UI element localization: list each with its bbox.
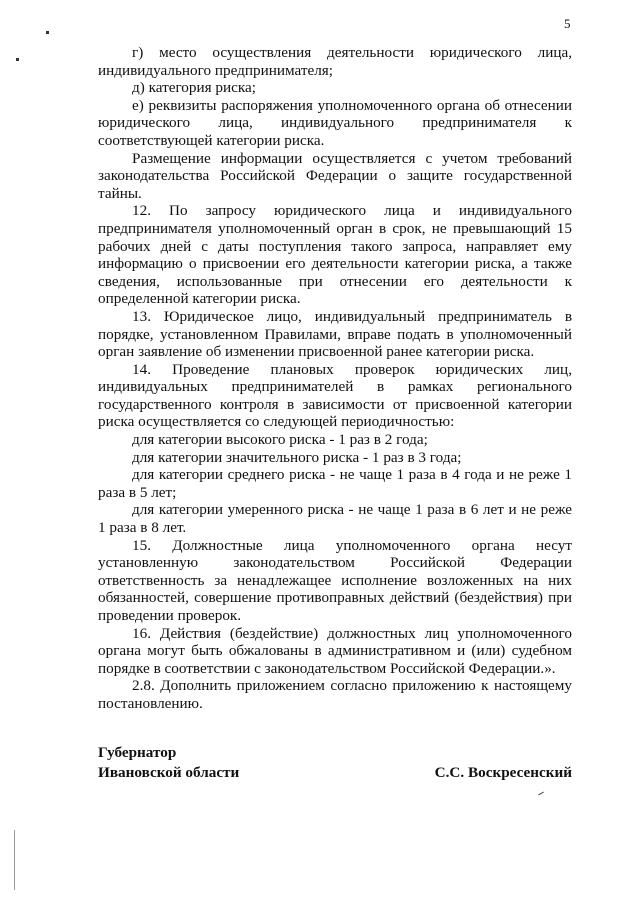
scan-mark-tick xyxy=(538,792,544,796)
signatory-title: Губернатор xyxy=(98,744,177,761)
scan-mark-dot xyxy=(46,31,49,34)
paragraph: для категории значительного риска - 1 раз в 3 года; xyxy=(132,448,462,466)
signature-block xyxy=(98,743,572,783)
document-body xyxy=(98,44,572,713)
paragraph: г) место осуществления деятельности юридического лица, индивидуального предпринимателя; xyxy=(98,44,572,79)
paragraph: 15. Должностные лица уполномоченного органа несут установленную законодательством Российской Федерации ответственность за ненадлежащее исполнение возложенных на них обязанностей, совершение противоправных действий (бездействия) при проведении проверок. xyxy=(98,536,572,624)
scan-mark-dot xyxy=(16,58,19,61)
signature-row xyxy=(98,763,572,783)
paragraph: 12. По запросу юридического лица и индивидуального предпринимателя уполномоченный орган в срок, не превышающий 15 рабочих дней с даты поступления такого запроса, направляет ему информацию о присвоении его деятельности категории риска, а также сведения, использованные при отнесении его деятельности к определенной категории риска. xyxy=(98,202,572,308)
paragraph: Размещение информации осуществляется с учетом требований законодательства Российской Федерации о защите государственной тайны. xyxy=(98,149,572,202)
paragraph: 16. Действия (бездействие) должностных лиц уполномоченного органа могут быть обжалованы в административном и (или) судебном порядке в соответствии с законодательством Российской Федерации.». xyxy=(98,624,572,677)
paragraph: для категории умеренного риска - не чаще 1 раза в 6 лет и не реже 1 раза в 8 лет. xyxy=(98,501,572,537)
page-number: 5 xyxy=(564,16,571,31)
signatory-region: Ивановской области xyxy=(98,764,240,781)
paragraph: д) категория риска; xyxy=(132,79,256,97)
scan-edge-line xyxy=(14,830,15,890)
paragraph: для категории высокого риска - 1 раз в 2 года; xyxy=(132,431,428,449)
signatory-name: С.С. Воскресенский xyxy=(434,764,572,781)
paragraph: 2.8. Дополнить приложением согласно приложению к настоящему постановлению. xyxy=(98,677,572,712)
paragraph: для категории среднего риска - не чаще 1 раза в 4 года и не реже 1 раза в 5 лет; xyxy=(98,466,572,501)
paragraph: е) реквизиты распоряжения уполномоченного органа об отнесении юридического лица, индивидуального предпринимателя к соответствующей категории риска. xyxy=(98,96,572,149)
paragraph: 13. Юридическое лицо, индивидуальный предприниматель в порядке, установленном Правилами, вправе подать в уполномоченный орган заявление об изменении присвоенной ранее категории риска. xyxy=(98,307,572,361)
paragraph: 14. Проведение плановых проверок юридических лиц, индивидуальных предпринимателей в рамках регионального государственного контроля в зависимости от присвоенной категории риска осуществляется со следующей периодичностью: xyxy=(98,360,572,431)
